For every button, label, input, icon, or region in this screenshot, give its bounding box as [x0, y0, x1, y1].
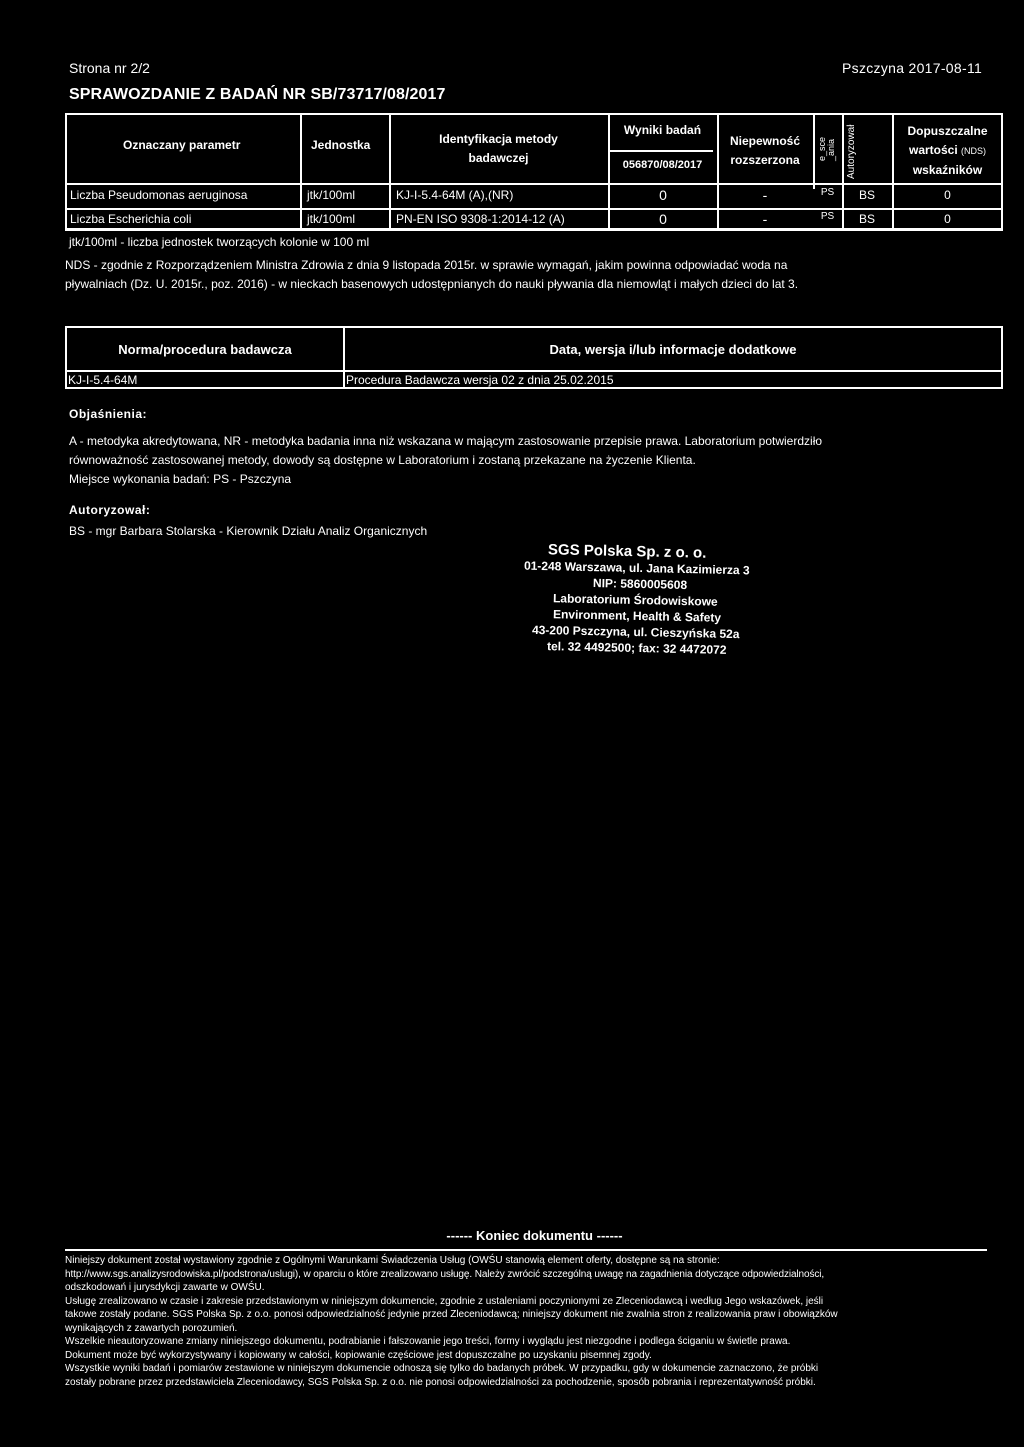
end-divider: [65, 1249, 987, 1251]
header-method: Identyfikacja metody badawczej: [439, 132, 558, 165]
norm-row-code: KJ-I-5.4-64M: [68, 373, 138, 387]
row1-uncertainty: -: [762, 187, 768, 203]
page-number: Strona nr 2/2: [69, 60, 150, 76]
row2-result: 0: [659, 211, 667, 227]
explanations-label: Objaśnienia:: [69, 407, 148, 421]
footer-disclaimer: Niniejszy dokument został wystawiony zgodnie z Ogólnymi Warunkami Świadczenia Usług (OWŚU stanowią element oferty, dostępne są na stronie: http://www.sgs.analizysrodowiska.pl/podstrona/uslugi), w oparciu o które zrealizowano usługę. Należy zwrócić szczególną uwagę na zagadnienia dotyczące odpowiedzialności, odszkodowań i jurysdykcji zawarte w OWŚU. Usługę zrealizowano w czasie i zakresie przedstawionym w niniejszym dokumencie, zgodnie z ustaleniami poczynionymi ze Zleceniodawcą i według Jego wskazówek, jeśli takowe zostały podane. SGS Polska Sp. z o.o. ponosi odpowiedzialność jedynie przed Zleceniodawcą; niniejszy dokument nie zwalnia stron z realizowania praw i obowiązków wynikających z zawartych porozumień. Wszelkie nieautoryzowane zmiany niniejszego dokumentu, podrabianie i fałszowanie jego treści, formy i wyglądu jest niezgodne i podlega ściganiu w świetle prawa. Dokument może być wykorzystywany i kopiowany w całości, kopiowanie częściowe jest dopuszczalne po uzyskaniu pisemnej zgody. Wszystkie wyniki badań i pomiarów zestawione w niniejszym dokumencie odnoszą się tylko do badanych próbek. W przypadku, gdy w dokumencie zaznaczono, że próbki zostały pobrane przez przedstawiciela Zleceniodawcy, SGS Polska Sp. z o.o. nie ponosi odpowiedzialności za pochodzenie, sposób pobrania i reprezentatywność próbki.: [65, 1255, 838, 1388]
header-uncertainty: Niepewność rozszerzona: [729, 134, 801, 167]
row1-test-place: PS: [820, 187, 835, 198]
nds-note: NDS - zgodnie z Rozporządzeniem Ministra Zdrowia z dnia 9 listopada 2015r. w sprawie wymagań, jakim powinna odpowiadać woda na pływalniach (Dz. U. 2015r., poz. 2016) - w nieckach basenowych udostępnianych do nauki pływania dla niemowląt i małych dzieci do lat 3.: [65, 258, 799, 291]
row2-parameter: Liczba Escherichia coli: [70, 212, 192, 226]
row2-limit: 0: [944, 212, 951, 226]
stamp-division: Environment, Health & Safety: [552, 607, 722, 625]
explanations-text: A - metodyka akredytowana, NR - metodyka badania inna niż wskazana w mającym zastosowanie przepisie prawa. Laboratorium potwierdziło równoważność zastosowanej metody, dowody są dostępne w Laboratorium i zostaną przekazane na życzenie Klienta. Miejsce wykonania badań: PS - Pszczyna: [69, 434, 823, 486]
row2-uncertainty: -: [762, 211, 768, 227]
stamp-phone: tel. 32 4492500; fax: 32 4472072: [546, 639, 727, 657]
authorized-label: Autoryzował:: [69, 503, 151, 517]
header-unit: Jednostka: [311, 138, 371, 152]
row1-method: KJ-I-5.4-64M (A),(NR): [396, 188, 514, 202]
place-date: Pszczyna 2017-08-11: [842, 60, 983, 76]
header-test-place: e_sce: [817, 136, 827, 161]
unit-note: jtk/100ml - liczba jednostek tworzących kolonie w 100 ml: [69, 235, 370, 249]
report-title: SPRAWOZDANIE Z BADAŃ NR SB/73717/08/2017: [69, 86, 446, 103]
stamp-lab: Laboratorium Środowiskowe: [552, 591, 718, 609]
row2-test-place: PS: [820, 211, 835, 222]
header-parameter: Oznaczany parametr: [123, 138, 241, 152]
results-table: [65, 113, 1003, 231]
row2-authorized: BS: [858, 212, 875, 226]
row1-result: 0: [659, 187, 667, 203]
norm-table: [65, 326, 1003, 389]
info-header: Data, wersja i/lub informacje dodatkowe: [549, 342, 797, 357]
stamp-company: SGS Polska Sp. z o. o.: [547, 541, 707, 562]
authorized-person: BS - mgr Barbara Stolarska - Kierownik Działu Analiz Organicznych: [69, 524, 428, 538]
end-of-document: ------ Koniec dokumentu ------: [446, 1228, 623, 1243]
header-authorized: Autoryzował: [846, 124, 857, 179]
stamp-nip: NIP: 5860005608: [592, 576, 688, 592]
stamp-lab-address: 43-200 Pszczyna, ul. Cieszyńska 52a: [531, 622, 740, 642]
norm-header: Norma/procedura badawcza: [118, 342, 292, 357]
row1-authorized: BS: [858, 188, 875, 202]
header-results: Wyniki badań: [623, 123, 702, 137]
row1-limit: 0: [944, 188, 951, 202]
header-limits: Dopuszczalne wartości (NDS) wskaźników: [907, 124, 988, 177]
row2-method: PN-EN ISO 9308-1:2014-12 (A): [396, 212, 565, 226]
stamp-address: 01-248 Warszawa, ul. Jana Kazimierza 3: [523, 558, 750, 578]
row2-unit: jtk/100ml: [307, 212, 356, 226]
row1-parameter: Liczba Pseudomonas aeruginosa: [70, 188, 248, 202]
row1-unit: jtk/100ml: [307, 188, 356, 202]
header-test-place-2: _ania: [826, 138, 836, 161]
norm-row-info: Procedura Badawcza wersja 02 z dnia 25.02.2015: [346, 373, 614, 387]
header-results-id: 056870/08/2017: [622, 159, 703, 171]
